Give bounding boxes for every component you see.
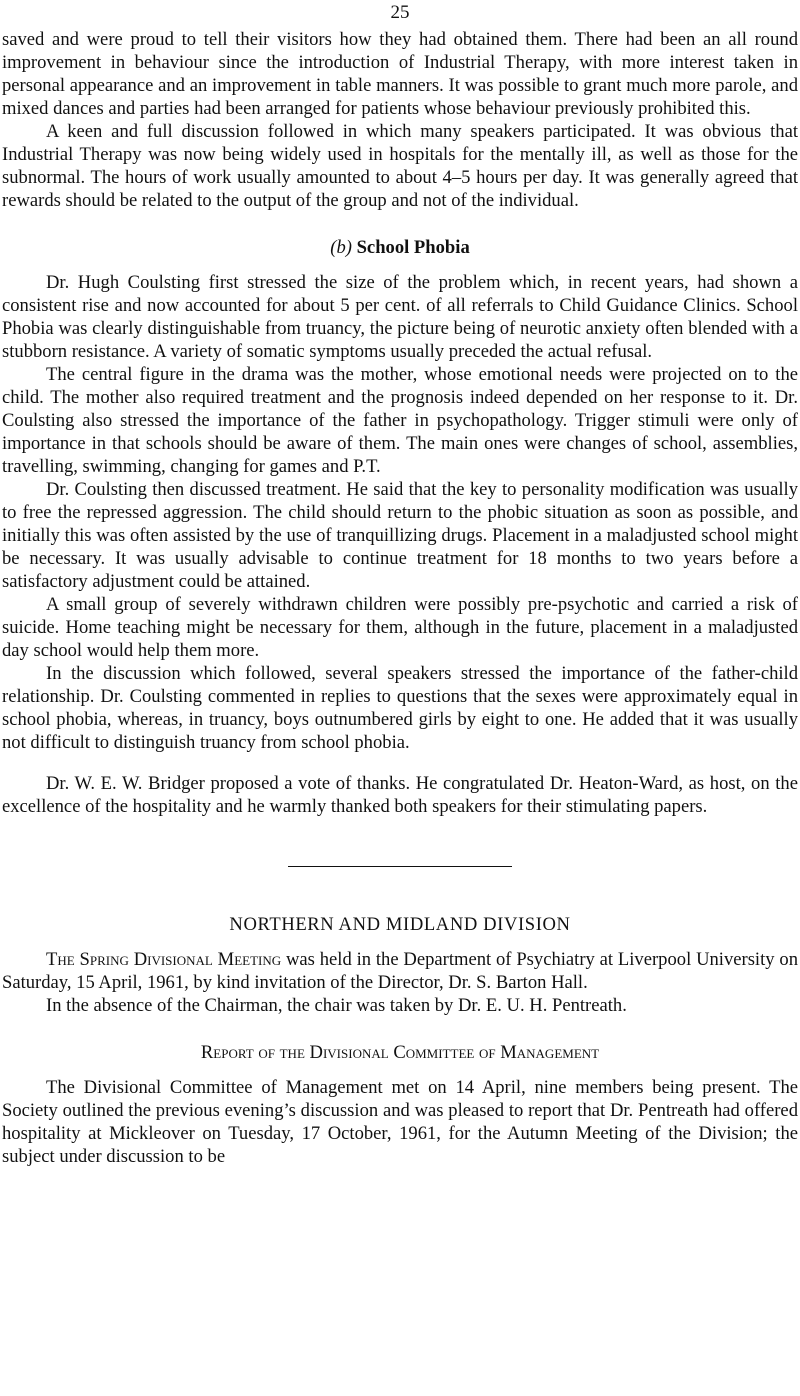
school-phobia-paragraph: The central figure in the drama was the mother, whose emotional needs were projected on to the child. The mother also required treatment and the prognosis indeed depended on her response to it. Dr. Coulsting also stressed the importance of the father in psychopathology. Trigger stimuli were only of importance in that schools should be aware of them. The main ones were changes of school, assemblies, travelling, swimming, changing for games and P.T.: [2, 364, 798, 477]
spacer: [2, 818, 798, 866]
continued-paragraph: saved and were proud to tell their visitors how they had obtained them. There had been an all round improvement in behaviour since the introduction of Industrial Therapy, with more interest taken in personal appearance and an improvement in table manners. It was possible to grant much more parole, and mixed dances and parties had been arranged for patients whose behaviour previously prohibited this.: [2, 29, 798, 119]
meeting-details: was held in the Department of Psychiatry at Liverpool University on Saturday, 15 April, 1961, by kind invitation of the Director, Dr. S. Barton Hall.: [2, 949, 798, 993]
spacer: [2, 936, 798, 948]
spacer: [2, 1064, 798, 1076]
spacer: [2, 212, 798, 236]
school-phobia-paragraph: Dr. Hugh Coulsting first stressed the size of the problem which, in recent years, had shown a consistent rise and now accounted for about 5 per cent. of all referrals to Child Guidance Clinics. School Phobia was clearly distinguishable from truancy, the picture being of neurotic anxiety often blended with a stubborn resistance. A variety of somatic symptoms usually preceded the actual refusal.: [2, 272, 798, 362]
section-heading-school-phobia: [2, 236, 798, 259]
committee-report-paragraph: The Divisional Committee of Management met on 14 April, nine members being present. The Society outlined the previous evening’s discussion and was pleased to report that Dr. Pentreath had offered hospitality at Mickleover on Tuesday, 17 October, 1961, for the Autumn Meeting of the Division; the subject under discussion to be: [2, 1077, 798, 1167]
spacer: [2, 259, 798, 271]
discussion-paragraph: A keen and full discussion followed in which many speakers participated. It was obvious that Industrial Therapy was now being widely used in hospitals for the mentally ill, as well as those for the subnormal. The hours of work usually amounted to about 4–5 hours per day. It was generally agreed that rewards should be related to the output of the group and not of the individual.: [2, 121, 798, 211]
division-meeting-paragraph: [2, 948, 798, 994]
spacer: [2, 867, 798, 913]
division-heading: NORTHERN AND MIDLAND DIVISION: [229, 914, 571, 935]
school-phobia-paragraph: In the discussion which followed, several speakers stressed the importance of the father-child relationship. Dr. Coulsting commented in replies to questions that the sexes were approximately equal in school phobia, whereas, in truancy, boys outnumbered girls by eight to one. He added that it was usually not difficult to distinguish truancy from school phobia.: [2, 663, 798, 753]
page-number: 25: [390, 2, 410, 23]
school-phobia-paragraph: A small group of severely withdrawn children were possibly pre-psychotic and carried a risk of suicide. Home teaching might be necessary for them, although in the future, placement in a maladjusted day school would help them more.: [2, 594, 798, 661]
section-letter: (b): [330, 237, 352, 258]
spacer: [2, 754, 798, 772]
school-phobia-paragraph: Dr. Coulsting then discussed treatment. He said that the key to personality modification was usually to free the repressed aggression. The child should return to the phobic situation as soon as possible, and initially this was often assisted by the use of tranquillizing drugs. Placement in a maladjusted school might be necessary. It was usually advisable to continue treatment for 18 months to two years before a satisfactory adjustment could be attained.: [2, 479, 798, 592]
report-heading: Report of the Divisional Committee of Management: [200, 1042, 600, 1063]
vote-of-thanks-paragraph: Dr. W. E. W. Bridger proposed a vote of thanks. He congratulated Dr. Heaton-Ward, as host, on the excellence of the hospitality and he warmly thanked both speakers for their stimulating papers.: [2, 773, 798, 817]
chair-paragraph: In the absence of the Chairman, the chair was taken by Dr. E. U. H. Pentreath.: [46, 995, 627, 1016]
section-title: School Phobia: [356, 237, 470, 258]
spacer: [2, 1017, 798, 1041]
meeting-lead-in: The Spring Divisional Meeting: [46, 949, 282, 970]
